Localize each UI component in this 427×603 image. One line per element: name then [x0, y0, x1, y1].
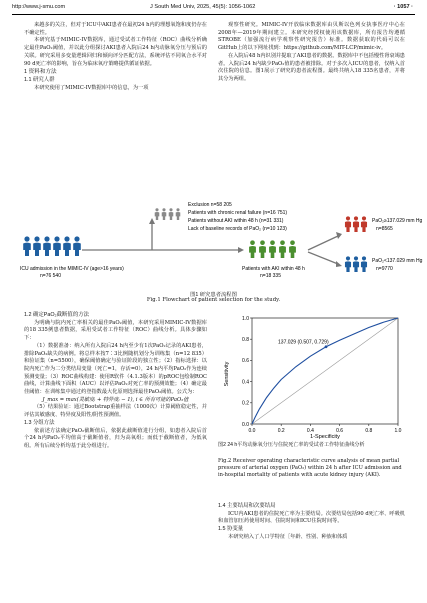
subsection-heading: 1.2 确定PaO₂截断值的方法 [24, 312, 89, 318]
paragraph: 本研究纳入了人口学特征［年龄、性别、种族和体质 [228, 533, 348, 540]
paragraph: 依前述方法确定PaO₂截断值后，依据此截断值进行分组，如患者入院后首个24 h内PaO₂平均值高于截断值者，归为高氧组；而低于截断值者，为低氧组。所有后续分析均基于此分组进行。 [24, 427, 207, 449]
y-tick-label: 1.0 [242, 315, 249, 322]
page-number: · 1057 · [393, 4, 413, 10]
paragraph: 观察性研究。MIMIC-IV开放临床数据库由贝斯以色列女执事医疗中心在2008年—2019年期间建立。本研究经授权使用该数据库，所有报告均遵循STROBE（加强流行病学观察性研究报告）标准。数据获取的代码可以在GitHub上的以下网址找到：https://github.com/MIT-LCP/mimic-iv。 [218, 22, 405, 52]
y-tick-label: 0.0 [242, 421, 249, 428]
cutoff-point [325, 345, 328, 348]
left-column-cutoff-methods [24, 312, 207, 451]
x-tick-label: 0.4 [306, 428, 314, 434]
excluded-people-icon [155, 208, 181, 220]
high-pao2-people-icon [345, 216, 367, 232]
cutoff-annotation: 137.029 (0.507, 0.729) [278, 339, 329, 346]
reference-diagonal-line [252, 318, 398, 424]
y-tick-label: 0.4 [242, 379, 249, 386]
x-axis-ticks [249, 424, 402, 434]
low-pao2-label: PaO₂<137.029 mm Hg [372, 258, 423, 264]
figure2-caption-en: Fig.2 Receiver operating characteristic curve analysis of mean partial pressure of arterial oxygen (PaO₂) within 24 h after ICU admission and in-hospital mortality of patients with acute kidney injury (AKI). [218, 458, 402, 478]
paragraph: （5）结果验证：通过Bootstrap重抽样法（1000次）计算阈值稳定性，并评估其敏感度、特异度及阳性/阴性预测值。 [24, 404, 207, 419]
low-pao2-count: n=9770 [376, 266, 393, 272]
paragraph: 本研究使用了MIMIC-IV数据库中的信息，为一项 [34, 84, 149, 91]
section-heading: 1 资料和方法 [24, 69, 57, 76]
subsection-heading: 1.5 协变量 [218, 526, 244, 533]
low-pao2-people-icon [345, 256, 367, 272]
paragraph: 为明确与院内死亡率相关的最佳PaO₂阈值，本研究采用MIMIC-IV数据库的18 335例患者数据，采用受试者工作特征（ROC）曲线分析。具体步骤如下： [24, 319, 207, 342]
exclusion-no-aki: Patients without AKI within 48 h (n=31 331) [188, 218, 284, 224]
paragraph: 在入院后48 h内识别并提取了AKI患者的数据。数据库中不包括慢性肾衰竭患者。入院后24 h内缺少PaO₂值的患者被排除。对于多次入ICU的患者，仅纳入首次住院的信息。图1展示了研究的患者流程图。最终共纳入18 335名患者，并将其分为两组。 [218, 52, 405, 82]
y-tick-label: 0.8 [242, 337, 249, 343]
roc-curve-chart [218, 312, 408, 440]
x-tick-label: 0.0 [248, 428, 256, 434]
aki-patients-label: Patients with AKI within 48 h [242, 266, 305, 272]
aki-patients-count: n=18 335 [260, 273, 281, 279]
exclusion-total: Exclusion n=58 205 [188, 202, 232, 208]
left-column-intro [24, 22, 207, 92]
paragraph: 本研究基于MIMIC-IV数据库，通过受试者工作特征（ROC）曲线分析确定最佳PaO₂阈值，并以此分组探讨AKI患者入院后24 h内动脉氧分压与预后的关联。研究采用多变量逻辑回归和倾向评分匹配方法，系统评估不同氧合水平对90 d死亡率的影响，旨在为临床氧疗策略提供循证依据。 [24, 37, 207, 67]
subsection-heading: 1.1 研究人群 [24, 76, 55, 83]
arrow-head-icon [149, 218, 155, 224]
flow-arrow-low [308, 252, 338, 264]
y-tick-label: 0.6 [242, 358, 249, 365]
right-column-methods [218, 22, 405, 84]
x-tick-label: 0.8 [365, 428, 373, 434]
journal-citation: J South Med Univ, 2025, 45(5): 1056-1062 [150, 4, 256, 10]
right-column-outcomes [218, 503, 405, 542]
icu-admission-count: n=76 540 [40, 273, 61, 279]
y-tick-label: 0.2 [242, 400, 249, 407]
icu-admission-people-icon [23, 236, 81, 256]
x-axis-label: 1-Specificity [310, 434, 340, 440]
exclusion-crf: Patients with chronic renal failure (n=16 751) [188, 210, 288, 216]
y-axis-ticks [242, 316, 252, 428]
high-pao2-label: PaO₂≥137.029 mm Hg [372, 218, 423, 224]
exclusion-no-pao2: Lack of baseline records of PaO₂ (n=10 123) [188, 226, 287, 232]
arrow-head-icon [336, 261, 342, 267]
x-tick-label: 0.2 [277, 428, 285, 434]
figure1-caption-en: Fig.1 Flowchart of patient selection for the study. [146, 297, 281, 303]
subsection-heading: 1.4 主要结局和次要结局 [218, 503, 276, 509]
subsection-heading: 1.3 分组方法 [24, 419, 55, 426]
patient-flowchart [20, 200, 423, 288]
arrow-head-icon [336, 232, 342, 239]
aki-patients-people-icon [249, 240, 296, 258]
x-tick-label: 0.6 [336, 428, 344, 434]
figure1-caption-cn: 图1 研究患者流程图 [190, 292, 237, 298]
y-axis-label: Sensitivity [224, 361, 230, 387]
icu-admission-label: ICU admission in the MIMIC-IV (age>16 years) [20, 266, 124, 272]
x-tick-label: 1.0 [394, 428, 402, 434]
paragraph: 来越多的关注，但对于ICU中AKI患者在最初24 h内的理想氧饱和度仍存在不确定性。 [24, 22, 207, 36]
journal-url[interactable]: http://www.j-smu.com [12, 4, 66, 10]
paragraph: （1）数据准备：纳入所有入院后24 h内至少有1次PaO₂记录的AKI患者，排除PaO₂缺失的病例。将总样本按7∶3比例随机划分为训练集（n=12 835）和验证集（n=5500），确保阈值确定与验证阶段的独立性；（2）指标选择：以院内死亡作为二分类结局变量（死亡=1，存活=0），24 h内平均PaO₂作为连续预测变量；（3）ROC曲线构建：使用R软件（4.1.3版本）的pROC包绘制ROC曲线，计算曲线下面积（AUC）以评估PaO₂对死亡率的预测效能；（4）确定最佳阈值：在训练集中通过约登指数最大化原则选择最佳PaO₂阈值。公式为： [24, 342, 207, 396]
flow-arrow-high [308, 236, 338, 250]
figure2-caption-cn: 图2 24 h平均动脉氧分压与住院死亡率的受试者工作特征曲线分析 [218, 442, 365, 448]
header-rule [12, 14, 415, 15]
high-pao2-count: n=8565 [376, 226, 393, 232]
paragraph: ICU内AKI患者的住院死亡率为主要结局。次要结局包括90 d死亡率、呼吸机和血管加压药使用时间、住院时间和ICU住院时间等。 [218, 510, 405, 525]
arrow-head-icon [238, 247, 244, 253]
formula: J_max = max(灵敏度ᵢ + 特异度ᵢ − 1), i ∈ 所有可能的PaO₂值 [42, 396, 189, 403]
roc-series-group [252, 318, 398, 424]
